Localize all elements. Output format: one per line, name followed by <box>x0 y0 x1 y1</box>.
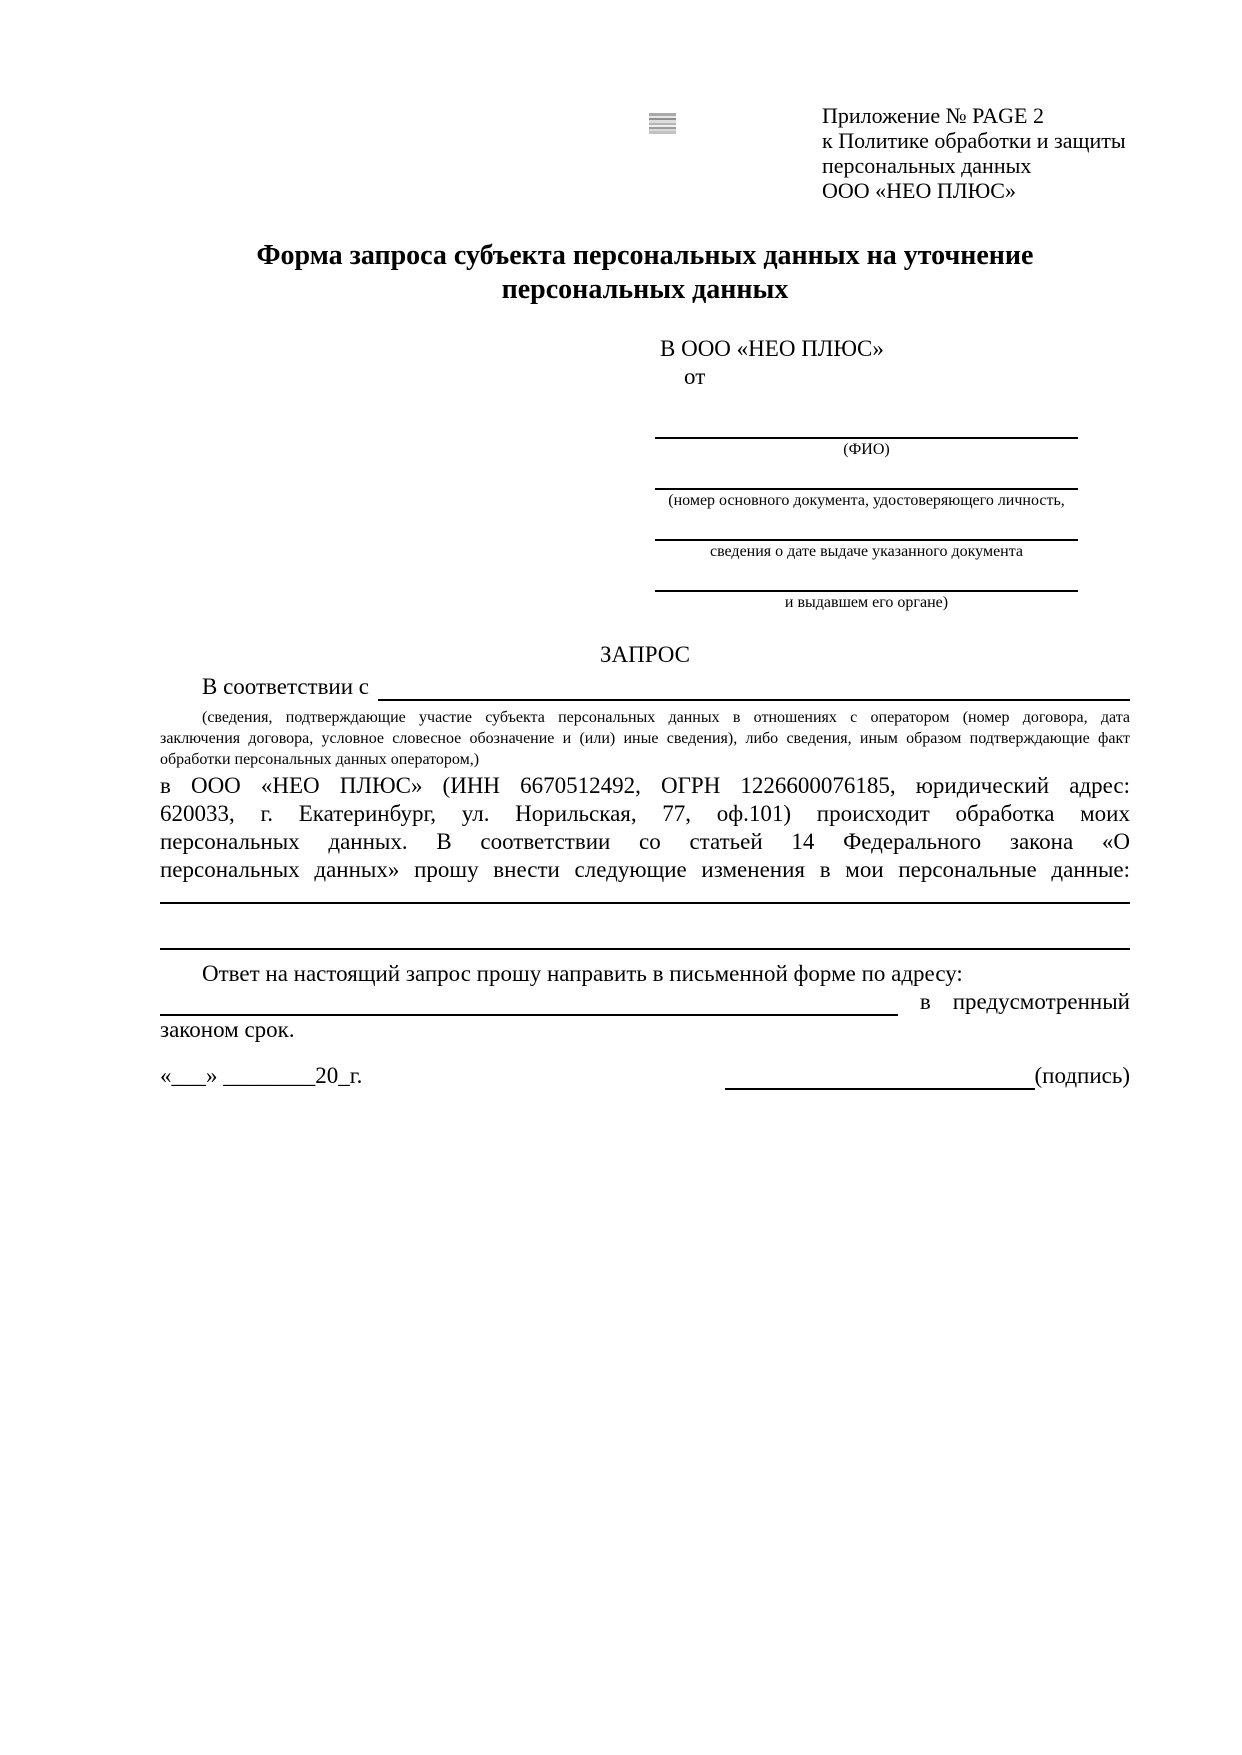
address-blank-line[interactable] <box>160 990 898 1016</box>
response-address-row <box>160 988 1130 1016</box>
document-title-line-2: персональных данных <box>501 274 789 305</box>
changes-blank-line-1[interactable] <box>160 902 1130 904</box>
clarification-note-line: заключения договора, условное словесное обозначение и (или) иные сведения), либо сведения, иным образом подтверждающие факт <box>160 730 1130 747</box>
accordance-label: В соответствии с <box>202 674 370 699</box>
accordance-row <box>160 673 1130 701</box>
request-body-line: 620033, г. Екатеринбург, ул. Норильская, 77, оф.101) происходит обработка моих <box>160 801 1130 826</box>
response-tail-word-1: в <box>919 989 931 1014</box>
clarification-note-line: обработки персональных данных оператором,) <box>160 751 480 768</box>
signature-caption: (подпись) <box>1034 1063 1130 1088</box>
identity-field-caption: и выдавшем его органе) <box>784 594 949 611</box>
clarification-note-line: (сведения, подтверждающие участие субъекта персональных данных в отношениях с оператором (номер договора, дата <box>202 709 1130 726</box>
identity-field <box>655 539 1078 563</box>
addressee-from-label: от <box>684 364 706 389</box>
response-closing: законом срок. <box>160 1017 295 1042</box>
signature-group <box>725 1062 1130 1090</box>
addressee-block <box>160 335 1130 391</box>
accordance-blank-line[interactable] <box>378 676 1130 701</box>
date-blank[interactable]: «___» ________20_г. <box>160 1063 363 1088</box>
identity-field-caption: (номер основного документа, удостоверяющего личность, <box>668 492 1065 509</box>
request-body-line: персональных данных. В соответствии со статьей 14 Федерального закона «О <box>160 829 1130 854</box>
changes-blank-line-2[interactable] <box>160 948 1130 950</box>
request-body-paragraph <box>160 772 1130 884</box>
request-body-line: в ООО «НЕО ПЛЮС» (ИНН 6670512492, ОГРН 1226600076185, юридический адрес: <box>160 773 1130 798</box>
addressee-organization: В ООО «НЕО ПЛЮС» <box>660 336 884 361</box>
appendix-line: Приложение № PAGE 2 <box>822 103 1044 128</box>
document-title <box>160 239 1130 307</box>
appendix-line: персональных данных <box>822 153 1032 178</box>
appendix-line: ООО «НЕО ПЛЮС» <box>822 178 1016 203</box>
clarification-note <box>160 707 1130 770</box>
identity-field <box>655 437 1078 461</box>
response-paragraph: Ответ на настоящий запрос прошу направить в письменной форме по адресу: <box>202 961 963 986</box>
document-title-line-1: Форма запроса субъекта персональных данных на уточнение <box>256 240 1034 271</box>
document-header <box>160 103 1130 205</box>
identity-fields-block <box>655 437 1078 614</box>
identity-field-caption: (ФИО) <box>843 441 890 458</box>
identity-field <box>655 488 1078 512</box>
appendix-note <box>822 103 1130 203</box>
response-tail-word-2: предусмотренный <box>952 989 1130 1014</box>
request-body-line: персональных данных» прошу внести следующие изменения в мои персональные данные: <box>160 857 1130 882</box>
identity-field <box>655 590 1078 614</box>
request-heading: ЗАПРОС <box>599 642 691 667</box>
signature-blank-line[interactable] <box>725 1064 1035 1090</box>
page-field-marker-icon <box>649 113 676 134</box>
appendix-line: к Политике обработки и защиты <box>822 128 1126 153</box>
identity-field-caption: сведения о дате выдаче указанного документа <box>709 543 1024 560</box>
date-signature-row <box>160 1062 1130 1090</box>
